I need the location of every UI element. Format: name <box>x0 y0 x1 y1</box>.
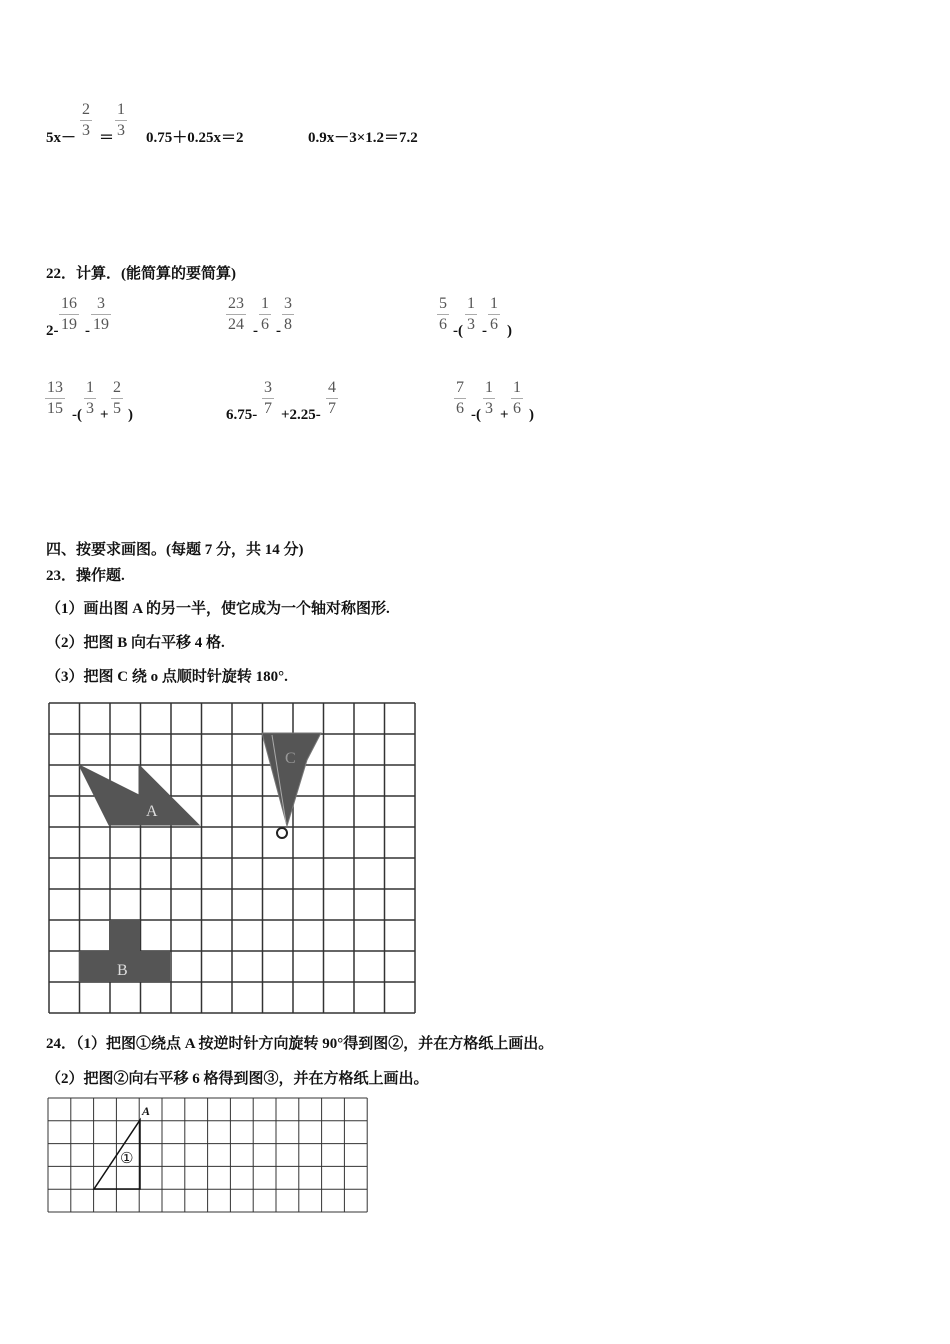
fraction-denominator: 3 <box>467 316 475 333</box>
fraction-denominator: 19 <box>61 316 77 333</box>
point-o-icon <box>277 828 287 838</box>
eq1-fraction-1 <box>80 100 92 141</box>
eq2: 0.75＋0.25x＝2 <box>146 130 244 146</box>
q22-title: 22．计算．(能简算的要简算) <box>46 266 236 282</box>
fraction-numerator: 5 <box>439 295 447 312</box>
q24-grid-figure <box>46 1096 368 1216</box>
fraction-numerator: 1 <box>261 295 269 312</box>
fraction-numerator: 3 <box>97 295 105 312</box>
fraction-denominator: 7 <box>328 400 336 417</box>
q22-e5-mid: +2.25- <box>281 407 321 423</box>
fraction-numerator: 7 <box>456 379 464 396</box>
q22-e1-lead: 2- <box>46 323 59 339</box>
fraction-numerator: 1 <box>467 295 475 312</box>
q22-e3-frac-c <box>488 294 500 335</box>
q24-grid-svg <box>46 1096 368 1216</box>
q23-item-3: （3）把图 C 绕 o 点顺时针旋转 180°. <box>46 669 288 685</box>
q22-e6-frac-a <box>454 378 466 419</box>
q22-e2-op2: - <box>276 323 281 339</box>
q22-e1-op: - <box>85 323 90 339</box>
fraction-denominator: 5 <box>113 400 121 417</box>
q22-e2-frac-c <box>282 294 294 335</box>
q22-e4-frac-b <box>84 378 96 419</box>
fraction-numerator: 1 <box>490 295 498 312</box>
q22-e2-frac-a <box>226 294 246 335</box>
q22-e6-op1: -( <box>471 407 481 423</box>
fraction-denominator: 3 <box>82 122 90 139</box>
fraction-denominator: 6 <box>456 400 464 417</box>
q22-e4-frac-a <box>45 378 65 419</box>
fraction-denominator: 6 <box>513 400 521 417</box>
grid-lines <box>48 1098 367 1212</box>
q22-e1-frac-a <box>59 294 79 335</box>
figure-1-label: ① <box>120 1149 134 1167</box>
q22-e5-frac-a <box>262 378 274 419</box>
q22-e3-op1: -( <box>453 323 463 339</box>
fraction-denominator: 15 <box>47 400 63 417</box>
q24-line-1: 24．（1）把图①绕点 A 按逆时针方向旋转 90°得到图②，并在方格纸上画出。 <box>46 1036 554 1052</box>
q22-e4-op1: -( <box>72 407 82 423</box>
q22-e5-lead: 6.75- <box>226 407 258 423</box>
fraction-denominator: 6 <box>261 316 269 333</box>
q22-e6-frac-c <box>511 378 523 419</box>
fraction-denominator: 7 <box>264 400 272 417</box>
fraction-numerator: 2 <box>82 101 90 118</box>
fraction-numerator: 16 <box>61 295 77 312</box>
q22-e6-frac-b <box>483 378 495 419</box>
shape-c-label: C <box>285 750 296 767</box>
q22-e3-frac-a <box>437 294 449 335</box>
q23-title: 23．操作题. <box>46 568 125 584</box>
q22-e2-frac-b <box>259 294 271 335</box>
q22-e2-op1: - <box>253 323 258 339</box>
q23-item-2: （2）把图 B 向右平移 4 格. <box>46 635 225 651</box>
point-a-label: A <box>142 1104 151 1118</box>
q22-e3-frac-b <box>465 294 477 335</box>
fraction-numerator: 13 <box>47 379 63 396</box>
q23-grid-figure <box>48 698 424 1016</box>
fraction-denominator: 3 <box>485 400 493 417</box>
q22-e4-close: ) <box>128 407 133 423</box>
shape-b-label: B <box>117 962 128 979</box>
q22-e4-op2: + <box>100 407 109 423</box>
fraction-denominator: 6 <box>490 316 498 333</box>
fraction-numerator: 3 <box>264 379 272 396</box>
fraction-numerator: 1 <box>86 379 94 396</box>
fraction-denominator: 3 <box>86 400 94 417</box>
eq1-equals: ＝ <box>99 130 115 146</box>
section4-heading: 四、按要求画图。(每题 7 分，共 14 分) <box>46 542 304 558</box>
fraction-numerator: 1 <box>485 379 493 396</box>
shape-a-left <box>79 765 139 825</box>
eq3: 0.9x－3×1.2＝7.2 <box>308 130 418 146</box>
fraction-denominator: 3 <box>117 122 125 139</box>
shape-a-label: A <box>146 803 158 820</box>
q22-e3-op2: - <box>482 323 487 339</box>
fraction-denominator: 6 <box>439 316 447 333</box>
shape-c <box>262 733 321 826</box>
fraction-denominator: 19 <box>93 316 109 333</box>
q22-e3-close: ) <box>507 323 512 339</box>
q22-e1-frac-b <box>91 294 111 335</box>
q22-e6-close: ) <box>529 407 534 423</box>
fraction-denominator: 8 <box>284 316 292 333</box>
fraction-numerator: 1 <box>117 101 125 118</box>
eq1-fraction-2 <box>115 100 127 141</box>
q22-e6-op2: + <box>500 407 509 423</box>
fraction-numerator: 23 <box>228 295 244 312</box>
fraction-numerator: 3 <box>284 295 292 312</box>
fraction-numerator: 2 <box>113 379 121 396</box>
fraction-numerator: 4 <box>328 379 336 396</box>
q24-line-2: （2）把图②向右平移 6 格得到图③，并在方格纸上画出。 <box>46 1071 429 1087</box>
fraction-denominator: 24 <box>228 316 244 333</box>
q22-e4-frac-c <box>111 378 123 419</box>
fraction-numerator: 1 <box>513 379 521 396</box>
q23-grid-svg <box>48 698 424 1016</box>
q22-e5-frac-b <box>326 378 338 419</box>
eq1-left: 5x－ <box>46 130 77 146</box>
shape-b-top <box>109 920 140 952</box>
q23-item-1: （1）画出图 A 的另一半，使它成为一个轴对称图形. <box>46 601 390 617</box>
